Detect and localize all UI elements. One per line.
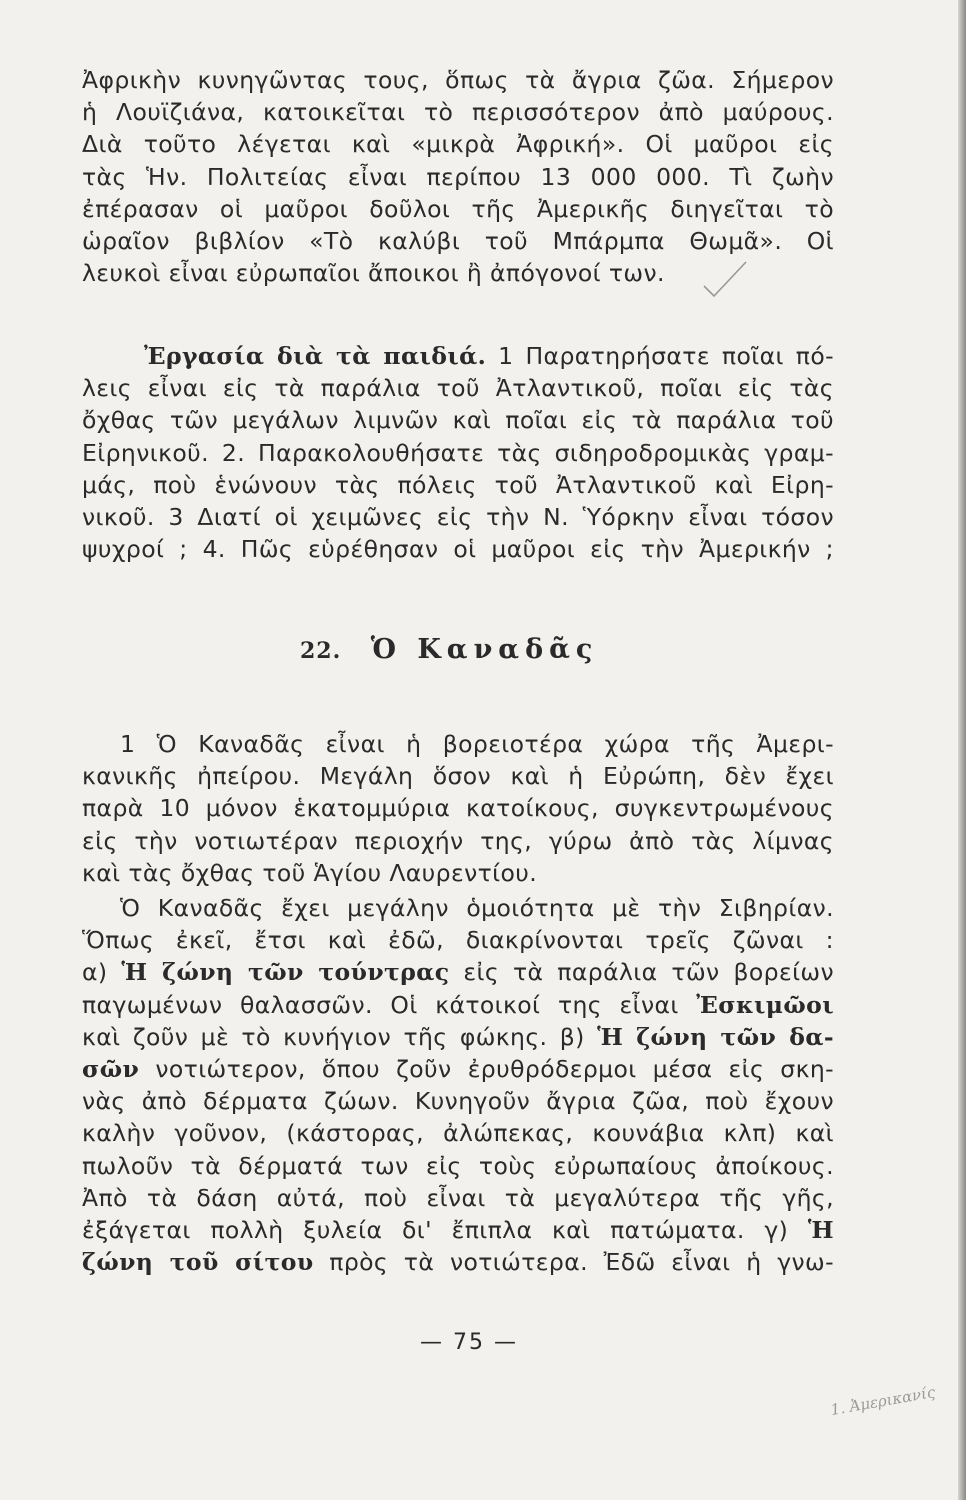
paragraph-1 <box>82 64 834 289</box>
text-span: εἰς τὰ παράλια τῶν βορείων <box>463 958 835 987</box>
text-line: ὄχθας τῶν μεγάλων λιμνῶν καὶ ποῖαι εἰς τὰ παράλια τοῦ <box>82 406 834 435</box>
exercises-heading: Ἐργασία διὰ τὰ παιδιά. <box>144 342 487 370</box>
text-line <box>82 1214 834 1246</box>
text-line: λεις εἶναι εἰς τὰ παράλια τοῦ Ἀτλαντικοῦ, ποῖαι εἰς τὰς <box>82 374 834 403</box>
text-line: μάς, ποὺ ἑνώνουν τὰς πόλεις τοῦ Ἀτλαντικοῦ καὶ Εἰρη- <box>82 470 834 499</box>
text-span: παγωμένων θαλασσῶν. Οἱ κάτοικοί της εἶναι <box>82 990 679 1019</box>
text-line: εἰς τὴν νοτιωτέραν περιοχήν της, γύρω ἀπὸ τὰς λίμνας <box>82 826 834 855</box>
text-line: ἐπέρασαν οἱ μαῦροι δοῦλοι τῆς Ἀμερικῆς διηγεῖται τὸ <box>82 194 834 223</box>
exercise-first-text: 1 Παρατηρήσατε ποῖαι πό- <box>498 342 835 370</box>
text-line: νὰς ἀπὸ δέρματα ζώων. Κυνηγοῦν ἄγρια ζῶα, ποὺ ἔχουν <box>82 1087 834 1116</box>
zone-forest-term: Ἡ ζώνη τῶν δα- <box>597 1022 835 1051</box>
text-line <box>82 956 834 988</box>
text-line <box>82 989 834 1021</box>
text-line: παρὰ 10 μόνον ἑκατομμύρια κατοίκους, συγκεντρωμένους <box>82 794 834 823</box>
zone-forest-term-cont: σῶν <box>82 1054 140 1083</box>
eskimo-term: Ἐσκιμῶοι <box>696 990 834 1019</box>
text-line: ψυχροί ; 4. Πῶς εὑρέθησαν οἱ μαῦροι εἰς τὴν Ἀμερικήν ; <box>82 535 834 564</box>
text-line: καλὴν γοῦνον, (κάστορας, ἀλώπεκας, κουνάβια κλπ) καὶ <box>82 1119 834 1148</box>
paragraph-3 <box>82 892 834 1278</box>
zone-tundra-term: Ἡ ζώνη τῶν τούντρας <box>121 958 450 987</box>
text-line: Ὅπως ἐκεῖ, ἔτσι καὶ ἐδῶ, διακρίνονται τρεῖς ζῶναι : <box>82 926 834 955</box>
text-line: ὡραῖον βιβλίον «Τὸ καλύβι τοῦ Μπάρμπα Θωμᾶ». Οἱ <box>82 226 834 255</box>
section-heading <box>300 634 598 665</box>
text-span: α) <box>82 958 108 987</box>
text-line: πωλοῦν τὰ δέρματά των εἰς τοὺς εὐρωπαίους ἀποίκους. <box>82 1151 834 1180</box>
section-title: Ὁ Καναδᾶς <box>370 634 599 665</box>
text-line: ἡ Λουϊζιάνα, κατοικεῖται τὸ περισσότερον ἀπὸ μαύρους. <box>82 98 834 127</box>
text-span: πρὸς τὰ νοτιώτερα. Ἐδῶ εἶναι ἡ γνω- <box>329 1248 834 1277</box>
text-line <box>82 1053 834 1085</box>
pencil-tick-mark <box>702 258 748 298</box>
text-line: κανικῆς ἠπείρου. Μεγάλη ὅσον καὶ ἡ Εὐρώπη, δὲν ἔχει <box>82 762 834 791</box>
text-line: νικοῦ. 3 Διατί οἱ χειμῶνες εἰς τὴν Ν. Ὑόρκην εἶναι τόσον <box>82 502 834 531</box>
margin-note: 1. Ἀμερικανίς <box>829 1382 937 1420</box>
text-line: Ἀφρικὴν κυνηγῶντας τους, ὅπως τὰ ἄγρια ζῶα. Σήμερον <box>82 66 834 94</box>
text-line: τὰς Ἡν. Πολιτείας εἶναι περίπου 13 000 000. Τὶ ζωὴν <box>82 162 834 191</box>
text-span: καὶ ζοῦν μὲ τὸ κυνήγιον τῆς φώκης. β) <box>82 1022 585 1051</box>
text-line: Ὁ Καναδᾶς ἔχει μεγάλην ὁμοιότητα μὲ τὴν Σιβηρίαν. <box>120 894 834 922</box>
zone-wheat-term: Ἡ <box>807 1215 834 1244</box>
paragraph-2 <box>82 728 834 889</box>
exercises-block <box>82 340 834 565</box>
page-number: — 75 — <box>420 1330 518 1355</box>
exercise-line <box>82 340 834 372</box>
text-line: λευκοὶ εἶναι εὐρωπαῖοι ἄποικοι ἢ ἀπόγονοί των. <box>82 259 665 288</box>
text-span: ἐξάγεται πολλὴ ξυλεία δι' ἔπιπλα καὶ πατώματα. γ) <box>82 1215 789 1244</box>
text-line: Ἀπὸ τὰ δάση αὐτά, ποὺ εἶναι τὰ μεγαλύτερα τῆς γῆς, <box>82 1183 834 1212</box>
text-line: καὶ τὰς ὄχθας τοῦ Ἁγίου Λαυρεντίου. <box>82 858 538 887</box>
text-line: Εἰρηνικοῦ. 2. Παρακολουθήσατε τὰς σιδηροδρομικὰς γραμ- <box>82 438 834 467</box>
section-number: 22. <box>300 638 342 664</box>
text-line <box>82 1021 834 1053</box>
zone-wheat-term-cont: ζώνη τοῦ σίτου <box>82 1248 314 1277</box>
text-line <box>82 1246 834 1278</box>
text-span: νοτιώτερον, ὅπου ζοῦν ἐρυθρόδερμοι μέσα εἰς σκη- <box>155 1054 835 1083</box>
page-edge <box>958 0 966 1500</box>
text-line: 1 Ὁ Καναδᾶς εἶναι ἡ βορειοτέρα χώρα τῆς Ἀμερι- <box>120 730 834 758</box>
text-line: Διὰ τοῦτο λέγεται καὶ «μικρὰ Ἀφρική». Οἱ μαῦροι εἰς <box>82 130 834 159</box>
